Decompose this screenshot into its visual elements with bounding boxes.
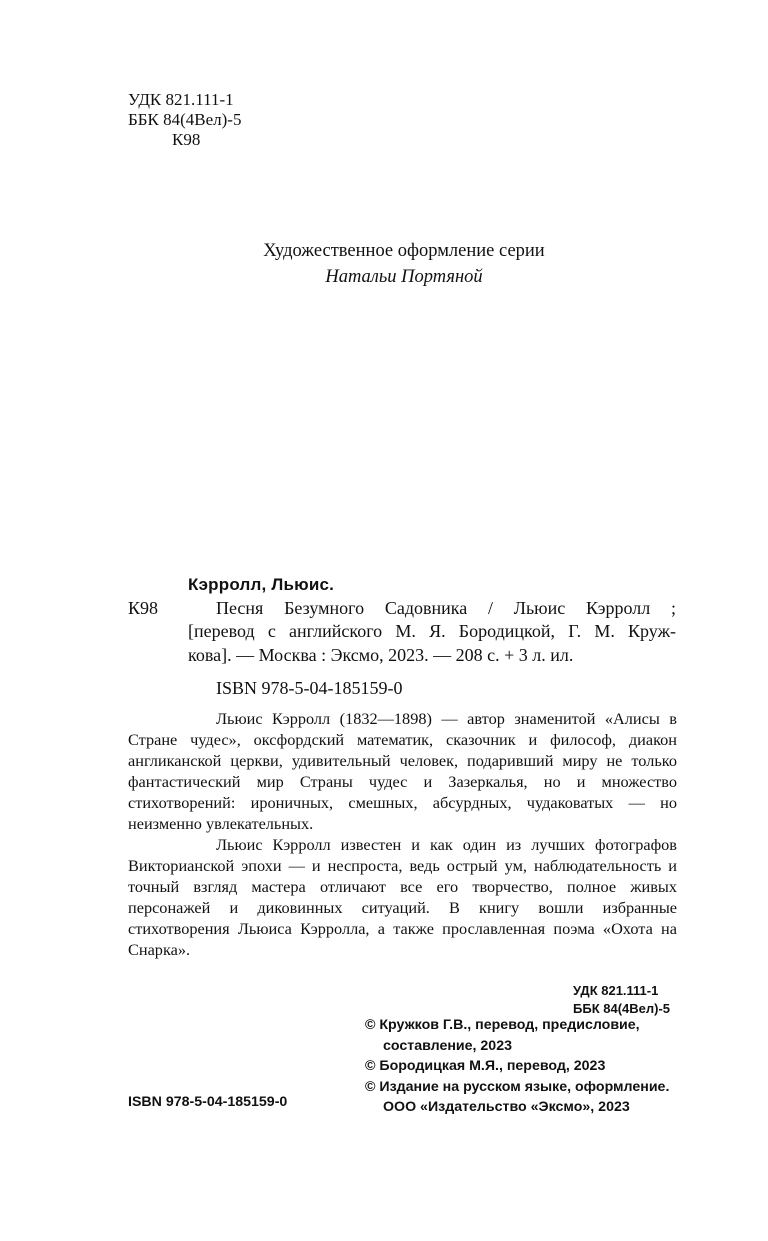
catalog-isbn: ISBN 978-5-04-185159-0	[216, 678, 403, 698]
udk-code: УДК 821.111-1	[128, 90, 234, 109]
catalog-author-sign: К98	[128, 597, 159, 618]
copyright-translator-2: © Бородицкая М.Я., перевод, 2023	[365, 1058, 606, 1074]
catalog-entry	[128, 573, 676, 701]
annotation-paragraph-2: Льюис Кэрролл известен и как один из лучших фотографов Викторианской эпохи — и неспроста, ведь острый ум, наблюдательность и точный взгляд мастера отличают все его творчество, полное живых персонажей и диковинных ситуаций. В книгу вошли избранные стихотворения Льюиса Кэрролла, а также прославленная поэма «Охота на Снарка».	[128, 835, 677, 959]
annotation	[128, 708, 677, 960]
catalog-line-3: кова]. — Москва : Эксмо, 2023. — 208 с. + 3 л. ил.	[188, 644, 574, 665]
catalog-line-2: [перевод с английского М. Я. Бородицкой, Г. М. Круж-	[188, 621, 676, 641]
isbn-bottom: ISBN 978-5-04-185159-0	[128, 1094, 288, 1110]
classification-codes-bottom	[573, 982, 670, 1018]
bbk-code: ББК 84(4Вел)-5	[128, 110, 242, 129]
udk-code-bottom: УДК 821.111-1	[573, 983, 659, 998]
catalog-line-1: Песня Безумного Садовника / Льюис Кэрролл ;	[216, 597, 676, 618]
catalog-entry-body	[128, 597, 676, 668]
bbk-code-bottom: ББК 84(4Вел)-5	[573, 1001, 671, 1016]
catalog-author-heading: Кэрролл, Льюис.	[188, 575, 335, 594]
author-sign: К98	[172, 130, 201, 149]
series-design-artist: Натальи Портяной	[325, 267, 483, 287]
copyright-translator-1: © Кружков Г.В., перевод, предисловие, составление, 2023	[365, 1017, 640, 1054]
series-design-label: Художественное оформление серии	[263, 241, 545, 261]
series-design-credit	[0, 238, 768, 290]
classification-codes	[128, 90, 241, 150]
copyright-block	[365, 1015, 703, 1118]
annotation-paragraph-1: Льюис Кэрролл (1832—1898) — автор знаменитой «Алисы в Стране чудес», оксфордский математик, сказочник и философ, диакон англиканской церкви, удивительный человек, подаривший миру не только фантастический мир Страны чудес и Зазеркалья, но и множество стихотворений: ироничных, смешных, абсурдных, чудаковатых — но неизменно увлекательных.	[128, 709, 677, 833]
copyright-publisher: © Издание на русском языке, оформление. ООО «Издательство «Эксмо», 2023	[365, 1078, 670, 1115]
